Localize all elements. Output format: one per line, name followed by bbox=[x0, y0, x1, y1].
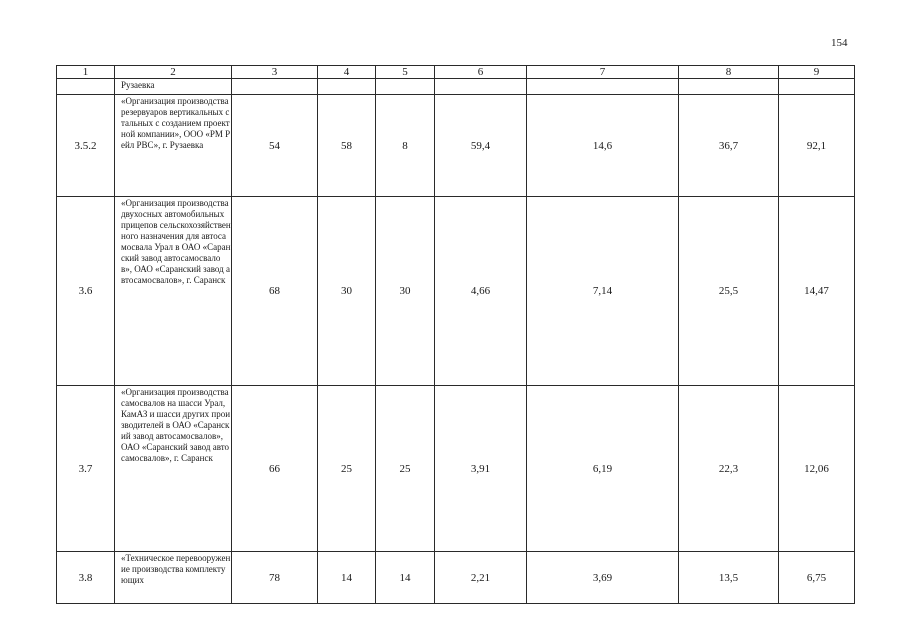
cell-col5: 14 bbox=[376, 552, 435, 604]
col-header-1: 1 bbox=[57, 66, 115, 79]
row-number: 3.5.2 bbox=[57, 95, 115, 197]
row-number: 3.6 bbox=[57, 197, 115, 386]
cell-col4: 58 bbox=[318, 95, 376, 197]
cell-col3: 78 bbox=[232, 552, 318, 604]
cell-col3: 68 bbox=[232, 197, 318, 386]
cell-col9 bbox=[779, 79, 855, 95]
cell-col9: 14,47 bbox=[779, 197, 855, 386]
row-number: 3.7 bbox=[57, 386, 115, 552]
cell-col4: 25 bbox=[318, 386, 376, 552]
col-header-6: 6 bbox=[435, 66, 527, 79]
cell-col7: 3,69 bbox=[527, 552, 679, 604]
cell-col8: 25,5 bbox=[679, 197, 779, 386]
row-description: «Организация производства самосвалов на шасси Урал, КамАЗ и шасси других производителей в ОАО «Саранский завод автосамосвалов», ОАО «Саранский завод автосамосвалов», г. Саранск bbox=[115, 386, 232, 552]
cell-col7: 7,14 bbox=[527, 197, 679, 386]
cell-col4: 14 bbox=[318, 552, 376, 604]
cell-col5: 25 bbox=[376, 386, 435, 552]
cell-col6: 2,21 bbox=[435, 552, 527, 604]
col-header-5: 5 bbox=[376, 66, 435, 79]
cell-col9: 92,1 bbox=[779, 95, 855, 197]
col-header-9: 9 bbox=[779, 66, 855, 79]
cell-col6 bbox=[435, 79, 527, 95]
col-header-8: 8 bbox=[679, 66, 779, 79]
table-row bbox=[57, 386, 855, 552]
cell-col6: 59,4 bbox=[435, 95, 527, 197]
data-table bbox=[56, 65, 855, 604]
cell-col8: 36,7 bbox=[679, 95, 779, 197]
col-header-7: 7 bbox=[527, 66, 679, 79]
table-row bbox=[57, 95, 855, 197]
cell-col9: 6,75 bbox=[779, 552, 855, 604]
row-number: 3.8 bbox=[57, 552, 115, 604]
cell-col7 bbox=[527, 79, 679, 95]
cell-col6: 4,66 bbox=[435, 197, 527, 386]
page-number: 154 bbox=[831, 37, 848, 49]
cell-col8: 22,3 bbox=[679, 386, 779, 552]
cell-col4: 30 bbox=[318, 197, 376, 386]
table-row bbox=[57, 79, 855, 95]
cell-col3 bbox=[232, 79, 318, 95]
table-row bbox=[57, 197, 855, 386]
cell-col3: 54 bbox=[232, 95, 318, 197]
col-header-2: 2 bbox=[115, 66, 232, 79]
col-header-4: 4 bbox=[318, 66, 376, 79]
table-row bbox=[57, 552, 855, 604]
row-description: «Организация производства резервуаров вертикальных стальных с созданием проектной компании», ООО «РМ Рейл РВС», г. Рузаевка bbox=[115, 95, 232, 197]
cell-col5: 8 bbox=[376, 95, 435, 197]
cell-col5: 30 bbox=[376, 197, 435, 386]
cell-col7: 14,6 bbox=[527, 95, 679, 197]
row-description: Рузаевка bbox=[115, 79, 232, 95]
row-number bbox=[57, 79, 115, 95]
cell-col4 bbox=[318, 79, 376, 95]
cell-col5 bbox=[376, 79, 435, 95]
cell-col3: 66 bbox=[232, 386, 318, 552]
header-row bbox=[57, 66, 855, 79]
cell-col9: 12,06 bbox=[779, 386, 855, 552]
row-description: «Организация производства двухосных автомобильных прицепов сельскохозяйственного назначения для автосамосвала Урал в ОАО «Саранский завод автосамосвалов», ОАО «Саранский завод автосамосвалов», г. Саранск bbox=[115, 197, 232, 386]
row-description: «Техническое перевооружение производства комплектующих bbox=[115, 552, 232, 604]
cell-col7: 6,19 bbox=[527, 386, 679, 552]
cell-col6: 3,91 bbox=[435, 386, 527, 552]
col-header-3: 3 bbox=[232, 66, 318, 79]
cell-col8: 13,5 bbox=[679, 552, 779, 604]
cell-col8 bbox=[679, 79, 779, 95]
